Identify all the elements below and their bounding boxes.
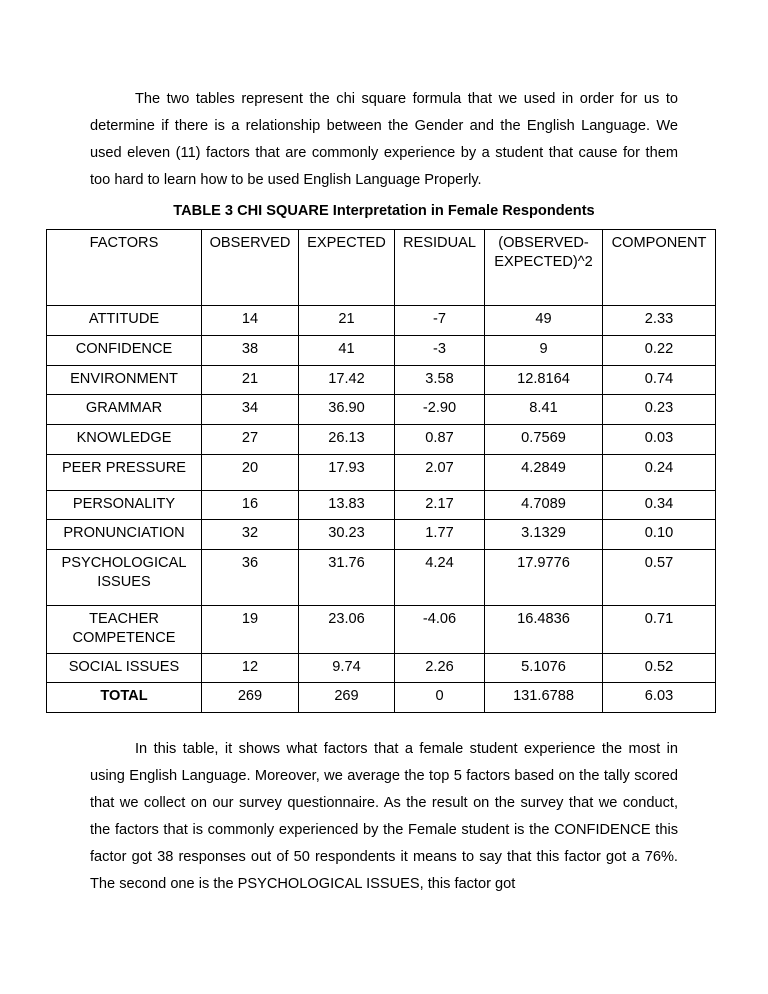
- cell-expected: 9.74: [299, 654, 395, 683]
- header-component: COMPONENT: [603, 230, 716, 306]
- cell-residual: -4.06: [395, 606, 485, 654]
- cell-factor: KNOWLEDGE: [47, 425, 202, 455]
- cell-expected: 31.76: [299, 550, 395, 606]
- cell-residual: 0.87: [395, 425, 485, 455]
- table-row: [47, 336, 716, 366]
- cell-observed: 34: [202, 395, 299, 425]
- table-row: [47, 395, 716, 425]
- cell-squared: 12.8164: [485, 366, 603, 395]
- table-row: [47, 491, 716, 520]
- table-row: [47, 455, 716, 491]
- intro-paragraph: The two tables represent the chi square formula that we used in order for us to determine if there is a relationship between the Gender and the English Language. We used eleven (11) factors that are commonly experience by a student that cause for them too hard to learn how to be used English Language Properly.: [90, 91, 678, 188]
- header-observed: OBSERVED: [202, 230, 299, 306]
- cell-component: 0.23: [603, 395, 716, 425]
- header-expected: EXPECTED: [299, 230, 395, 306]
- cell-residual: 4.24: [395, 550, 485, 606]
- cell-residual: -7: [395, 306, 485, 336]
- cell-squared: 9: [485, 336, 603, 366]
- cell-residual: 1.77: [395, 520, 485, 550]
- cell-component: 0.03: [603, 425, 716, 455]
- cell-observed: 19: [202, 606, 299, 654]
- cell-factor: TEACHER COMPETENCE: [47, 606, 202, 654]
- total-component: 6.03: [603, 683, 716, 713]
- cell-observed: 12: [202, 654, 299, 683]
- cell-squared: 17.9776: [485, 550, 603, 606]
- cell-component: 0.71: [603, 606, 716, 654]
- cell-expected: 17.42: [299, 366, 395, 395]
- cell-squared: 5.1076: [485, 654, 603, 683]
- total-label: TOTAL: [47, 683, 202, 713]
- cell-squared: 0.7569: [485, 425, 603, 455]
- cell-component: 0.24: [603, 455, 716, 491]
- cell-component: 0.34: [603, 491, 716, 520]
- cell-squared: 4.7089: [485, 491, 603, 520]
- cell-factor: GRAMMAR: [47, 395, 202, 425]
- table-caption: TABLE 3 CHI SQUARE Interpretation in Female Respondents: [173, 203, 595, 219]
- cell-expected: 13.83: [299, 491, 395, 520]
- header-squared-difference: (OBSERVED-EXPECTED)^2: [485, 230, 603, 306]
- cell-expected: 36.90: [299, 395, 395, 425]
- cell-factor: CONFIDENCE: [47, 336, 202, 366]
- cell-squared: 8.41: [485, 395, 603, 425]
- cell-expected: 41: [299, 336, 395, 366]
- cell-residual: 2.17: [395, 491, 485, 520]
- cell-expected: 21: [299, 306, 395, 336]
- cell-factor: ENVIRONMENT: [47, 366, 202, 395]
- total-observed: 269: [202, 683, 299, 713]
- total-squared: 131.6788: [485, 683, 603, 713]
- cell-residual: 2.07: [395, 455, 485, 491]
- cell-factor: ATTITUDE: [47, 306, 202, 336]
- cell-observed: 36: [202, 550, 299, 606]
- table-row: [47, 425, 716, 455]
- cell-factor: PRONUNCIATION: [47, 520, 202, 550]
- cell-observed: 16: [202, 491, 299, 520]
- cell-residual: 3.58: [395, 366, 485, 395]
- cell-expected: 23.06: [299, 606, 395, 654]
- table-total-row: [47, 683, 716, 713]
- table-row: [47, 550, 716, 606]
- cell-observed: 32: [202, 520, 299, 550]
- cell-factor: PSYCHOLOGICAL ISSUES: [47, 550, 202, 606]
- table-row: [47, 654, 716, 683]
- cell-residual: -3: [395, 336, 485, 366]
- cell-factor: PERSONALITY: [47, 491, 202, 520]
- cell-expected: 30.23: [299, 520, 395, 550]
- cell-residual: 2.26: [395, 654, 485, 683]
- table-row: [47, 606, 716, 654]
- table-row: [47, 366, 716, 395]
- cell-observed: 20: [202, 455, 299, 491]
- cell-component: 2.33: [603, 306, 716, 336]
- cell-squared: 3.1329: [485, 520, 603, 550]
- cell-squared: 4.2849: [485, 455, 603, 491]
- cell-factor: PEER PRESSURE: [47, 455, 202, 491]
- cell-residual: -2.90: [395, 395, 485, 425]
- cell-squared: 16.4836: [485, 606, 603, 654]
- analysis-paragraph: In this table, it shows what factors that a female student experience the most in using English Language. Moreover, we average the top 5 factors based on the tally scored that we collect on our survey questionnaire. As the result on the survey that we conduct, the factors that is commonly experienced by the Female student is the CONFIDENCE this factor got 38 responses out of 50 respondents it means to say that this factor got a 76%. The second one is the PSYCHOLOGICAL ISSUES, this factor got: [90, 741, 678, 892]
- cell-component: 0.57: [603, 550, 716, 606]
- header-factors: FACTORS: [47, 230, 202, 306]
- cell-observed: 38: [202, 336, 299, 366]
- cell-squared: 49: [485, 306, 603, 336]
- table-header-row: [47, 230, 716, 306]
- cell-component: 0.10: [603, 520, 716, 550]
- header-residual: RESIDUAL: [395, 230, 485, 306]
- cell-expected: 17.93: [299, 455, 395, 491]
- cell-expected: 26.13: [299, 425, 395, 455]
- cell-observed: 27: [202, 425, 299, 455]
- cell-component: 0.74: [603, 366, 716, 395]
- cell-component: 0.52: [603, 654, 716, 683]
- cell-component: 0.22: [603, 336, 716, 366]
- table-row: [47, 520, 716, 550]
- total-expected: 269: [299, 683, 395, 713]
- chi-square-table: [46, 229, 716, 713]
- total-residual: 0: [395, 683, 485, 713]
- cell-observed: 14: [202, 306, 299, 336]
- table-row: [47, 306, 716, 336]
- cell-observed: 21: [202, 366, 299, 395]
- cell-factor: SOCIAL ISSUES: [47, 654, 202, 683]
